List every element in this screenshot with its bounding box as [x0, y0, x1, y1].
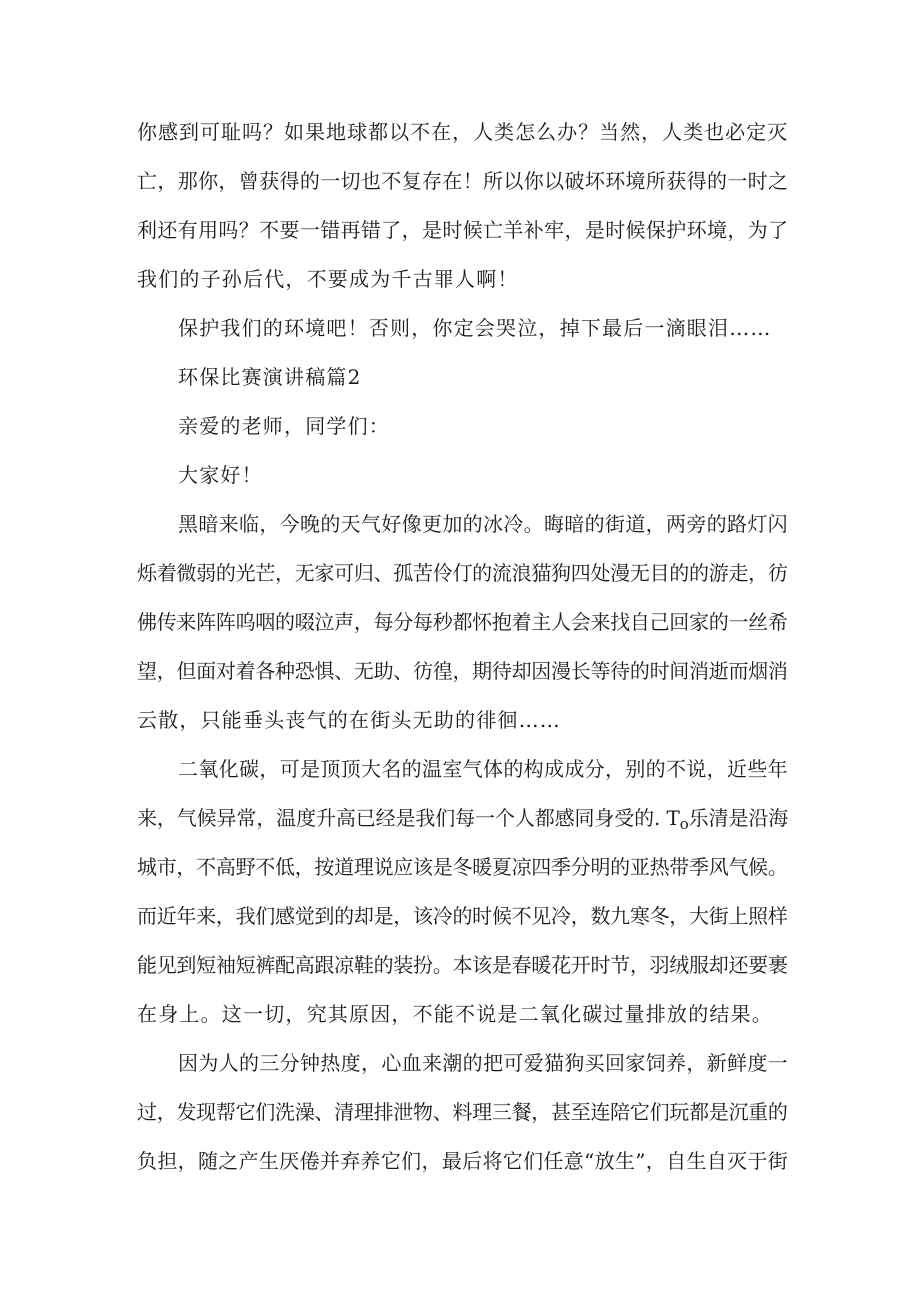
line-text: 乐清是沿海 [688, 806, 789, 830]
paragraph-line: 保护我们的环境吧！否则，你定会哭泣，掉下最后一滴眼泪…… [178, 316, 772, 340]
paragraph-line: 黑暗来临，今晚的天气好像更加的冰冷。晦暗的街道，两旁的路灯闪 [178, 512, 788, 536]
section-heading: 环保比赛演讲稿篇2 [178, 365, 362, 389]
salutation: 亲爱的老师，同学们： [178, 414, 390, 438]
paragraph-line: 我们的子孙后代，不要成为千古罪人啊！ [137, 267, 519, 291]
paragraph-line: 亡，那你，曾获得的一切也不复存在！所以你以破坏环境所获得的一时之 [137, 169, 789, 193]
paragraph-line: 负担，随之产生厌倦并弃养它们，最后将它们任意“放生”，自生自灭于街 [137, 1149, 789, 1173]
paragraph-line-mixed [137, 805, 788, 837]
paragraph-line: 望，但面对着各种恐惧、无助、彷徨，期待却因漫长等待的时间消逝而烟消 [137, 659, 788, 683]
paragraph-line: 佛传来阵阵呜咽的啜泣声，每分每秒都怀抱着主人会来找自己回家的一丝希 [137, 610, 788, 634]
paragraph-line: 二氧化碳，可是顶顶大名的温室气体的构成成分，别的不说，近些年 [178, 757, 788, 781]
paragraph-line: 因为人的三分钟热度，心血来潮的把可爱猫狗买回家饲养，新鲜度一 [178, 1051, 788, 1075]
paragraph-line: 烁着微弱的光芒，无家可归、孤苦伶仃的流浪猫狗四处漫无目的的游走，彷 [137, 561, 788, 585]
paragraph-line: 利还有用吗？不要一错再错了，是时候亡羊补牢，是时候保护环境，为了 [137, 218, 789, 242]
paragraph-line: 过，发现帮它们洗澡、清理排泄物、料理三餐，甚至连陪它们玩都是沉重的 [137, 1100, 788, 1124]
line-text: 来，气候异常，温度升高已经是我们每一个人都感同身受的. T [137, 806, 680, 830]
paragraph-line: 能见到短袖短裤配高跟凉鞋的装扮。本该是春暖花开时节，羽绒服却还要裹 [137, 953, 788, 977]
paragraph-line: 城市，不高野不低，按道理说应该是冬暖夏凉四季分明的亚热带季风气候。 [137, 855, 788, 879]
greeting: 大家好！ [178, 463, 263, 487]
subscript-char: o [679, 815, 689, 833]
paragraph-line: 而近年来，我们感觉到的却是，该冷的时候不见冷，数九寒冬，大街上照样 [137, 904, 788, 928]
paragraph-line: 你感到可耻吗？如果地球都以不在，人类怎么办？当然，人类也必定灭 [137, 120, 789, 144]
paragraph-line: 在身上。这一切，究其原因，不能不说是二氧化碳过量排放的结果。 [137, 1002, 773, 1026]
paragraph-line: 云散，只能垂头丧气的在街头无助的徘徊…… [137, 708, 561, 732]
